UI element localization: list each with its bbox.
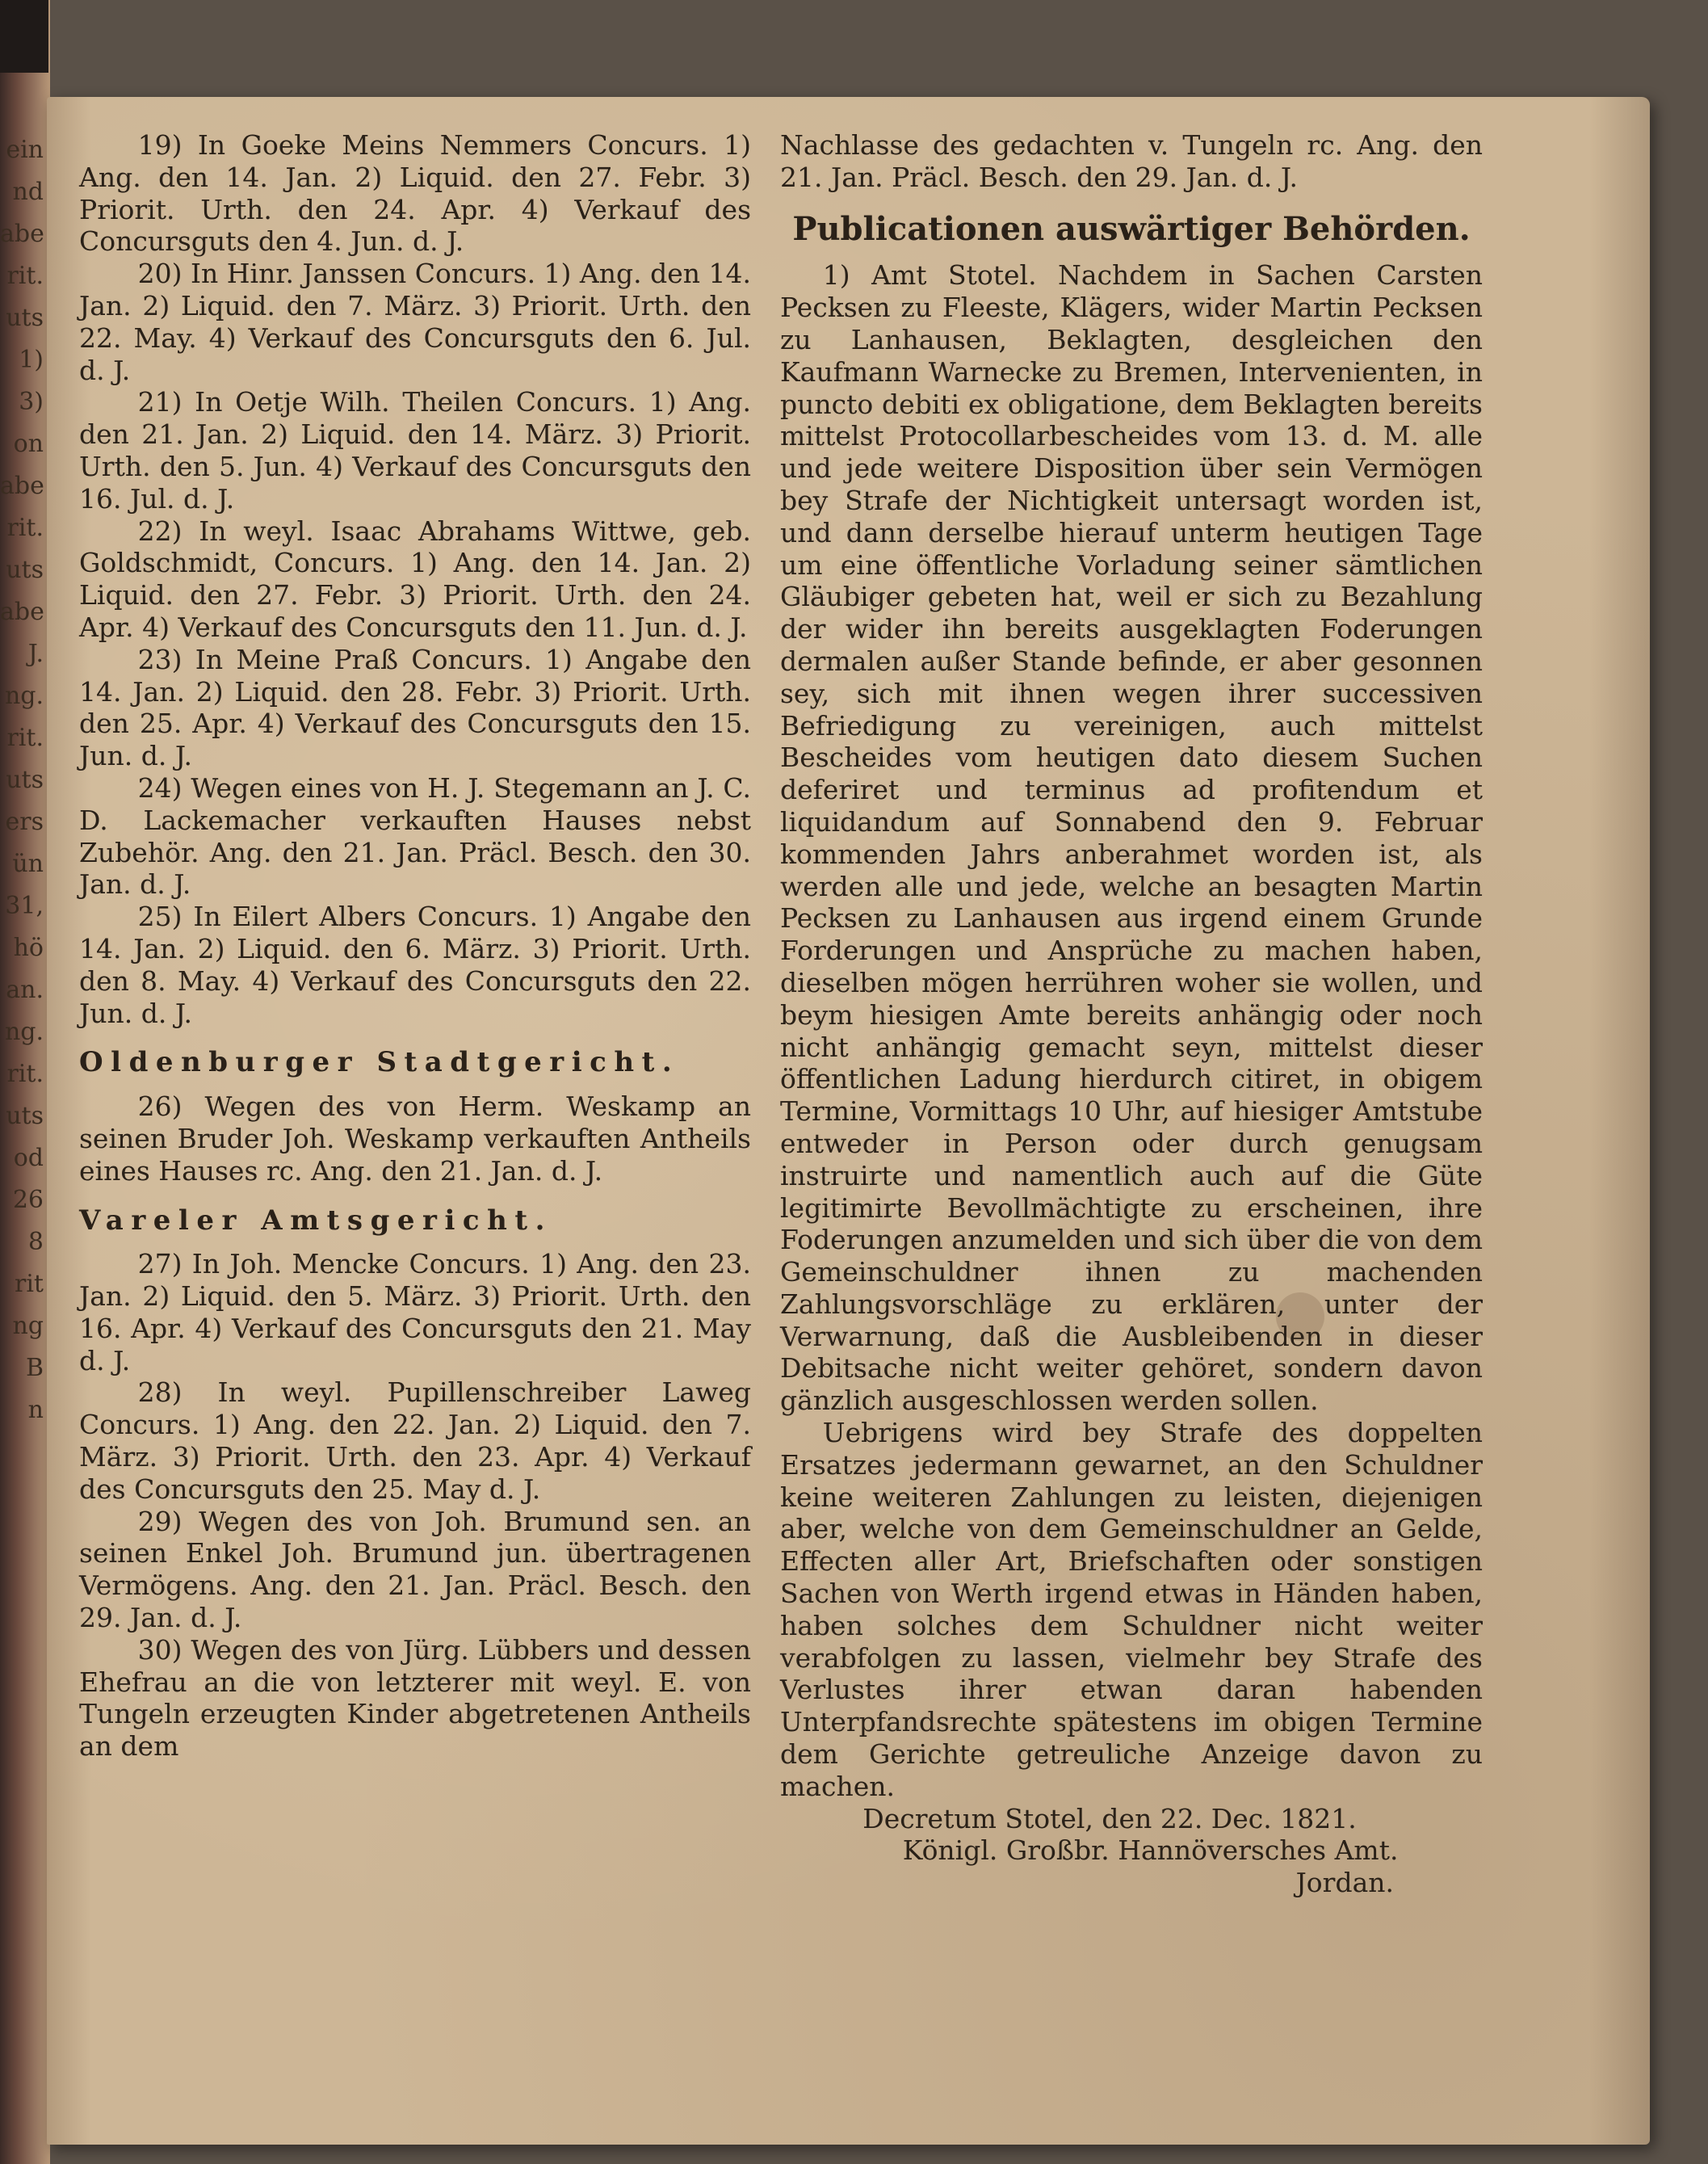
previous-page-fringe [0,129,48,1987]
fringe-fragment: rit. [6,514,44,542]
notice-entry-29: 29) Wegen des von Joh. Brumund sen. an seinen Enkel Joh. Brumund jun. übertragenen Vermögens. Ang. den 21. Jan. Präcl. Besch. den 29. Jan. d. J. [79,1505,751,1634]
fringe-fragment: 26 [12,1186,44,1214]
notice-entry-23: 23) In Meine Praß Concurs. 1) Angabe den 14. Jan. 2) Liquid. den 28. Febr. 3) Priorit. Urth. den 25. Apr. 4) Verkauf des Concursguts den 15. Jun. d. J. [79,643,751,772]
fringe-fragment: abe [0,220,44,248]
fringe-fragment: 8 [27,1228,44,1256]
notice-entry-24: 24) Wegen eines von H. J. Stegemann an J. C. D. Lackemacher verkauften Hauses nebst Zubehör. Ang. den 21. Jan. Präcl. Besch. den 30. Jan. d. J. [79,771,751,901]
fringe-fragment: abe [0,472,44,500]
issuing-authority: Königl. Großbr. Hannöversches Amt. [902,1834,1399,1867]
fringe-fragment: uts [6,556,44,584]
spine-shadow [0,0,48,73]
fringe-fragment: rit. [6,724,44,752]
notice-entry-27: 27) In Joh. Mencke Concurs. 1) Ang. den 23. Jan. 2) Liquid. den 5. März. 3) Priorit. Urth. den 16. Apr. 4) Verkauf des Concursguts den 21. May d. J. [79,1248,751,1376]
fringe-fragment: rit [15,1270,44,1298]
notice-warning: Uebrigens wird bey Strafe des doppelten Ersatzes jedermann gewarnet, an den Schuldner keine weiteren Zahlungen zu leisten, diejenigen aber, welche von dem Gemeinschuldner an Gelde, Effecten aller Art, Briefschaften oder sonstigen Sachen von Werth irgend etwas in Händen haben, haben solches dem Schuldner nicht weiter verabfolgen zu lassen, vielmehr bey Strafe des Verlustes ihrer etwan daran habenden Unterpfandsrechte spätestens im obigen Termine dem Gerichte getreuliche Anzeige davon zu machen. [780,1417,1483,1802]
fringe-fragment: od [13,1144,44,1172]
notice-entry-26: 26) Wegen des von Herm. Weskamp an seinen Bruder Joh. Weskamp verkauften Antheils eines Hauses rc. Ang. den 21. Jan. d. J. [79,1090,751,1187]
fringe-fragment: ng. [4,682,44,710]
fringe-fragment: ng. [4,1018,44,1046]
fringe-fragment: rit. [6,1060,44,1088]
fringe-fragment: 1) [19,346,44,374]
notice-entry-25: 25) In Eilert Albers Concurs. 1) Angabe den 14. Jan. 2) Liquid. den 6. März. 3) Priorit. Urth. den 8. May. 4) Verkauf des Concursguts den 22. Jun. d. J. [79,901,751,1029]
notice-entry-21: 21) In Oetje Wilh. Theilen Concurs. 1) Ang. den 21. Jan. 2) Liquid. den 14. März. 3) Priorit. Urth. den 5. Jun. 4) Verkauf des Concursguts den 16. Jul. d. J. [79,386,751,515]
fringe-fragment: J. [27,640,44,668]
fringe-fragment: uts [6,1102,44,1130]
fringe-fragment: 3) [19,388,44,416]
heading-stadtgericht: Oldenburger Stadtgericht. [79,1046,680,1079]
fringe-fragment: uts [6,304,44,332]
right-column [780,129,1483,1899]
decretum-line: Decretum Stotel, den 22. Dec. 1821. [862,1802,1357,1834]
fringe-fragment: abe [0,598,44,626]
notice-entry-20: 20) In Hinr. Janssen Concurs. 1) Ang. den 14. Jan. 2) Liquid. den 7. März. 3) Priorit. Urth. den 22. May. 4) Verkauf des Concursguts den 6. Jul. d. J. [79,258,751,386]
fringe-fragment: hö [13,934,44,962]
fringe-fragment: uts [6,766,44,794]
section-heading: Publicationen auswärtiger Behörden. [792,209,1471,248]
notice-amt-stotel: 1) Amt Stotel. Nachdem in Sachen Carsten Pecksen zu Fleeste, Klägers, wider Martin Pecksen zu Lanhausen, Beklagten, desgleichen den Kaufmann Warnecke zu Bremen, Intervenienten, in puncto debiti ex obligatione, dem Beklagten bereits mittelst Protocollarbescheides vom 13. d. M. alle und jede weitere Disposition über sein Vermögen bey Strafe der Nichtigkeit untersagt worden ist, und dann derselbe hierauf unterm heutigen Tage um eine öffentliche Vorladung seiner sämtlichen Gläubiger gebeten hat, weil er sich zu Bezahlung der wider ihn bereits ausgeklagten Foderungen dermalen außer Stande befinde, er aber gesonnen sey, sich mit ihnen wegen ihrer successiven Befriedigung zu vereinigen, auch mittelst Bescheides vom heutigen dato diesem Suchen deferiret und terminus ad profitendum et liquidandum auf Sonnabend den 9. Februar kommenden Jahrs anberahmet worden ist, als werden alle und jede, welche an besagten Martin Pecksen zu Lanhausen aus irgend einem Grunde Forderungen und Ansprüche zu machen haben, dieselben mögen herrühren woher sie wollen, und beym hiesigen Amte bereits anhängig oder noch nicht anhängig gemacht seyn, mittelst dieser öffentlichen Ladung hierdurch citiret, in obigem Termine, Vormittags 10 Uhr, auf hiesiger Amtstube entweder in Person oder durch genugsam instruirte und namentlich auch auf die Güte legitimirte Bevollmächtigte zu erscheinen, ihre Foderungen anzumelden und sich über die von dem Gemeinschuldner ihnen zu machenden Zahlungsvorschläge zu erklären, unter der Verwarnung, daß die Ausbleibenden in dieser Debitsache nicht weiter gehöret, sondern davon gänzlich ausgeschlossen werden sollen. [780,259,1483,1417]
fringe-fragment: rit. [6,262,44,290]
fringe-fragment: ein [6,136,44,164]
notice-entry-19: 19) In Goeke Meins Nemmers Concurs. 1) Ang. den 14. Jan. 2) Liquid. den 27. Febr. 3) Priorit. Urth. den 24. Apr. 4) Verkauf des Concursguts den 4. Jun. d. J. [79,129,751,258]
fringe-fragment: 31, [5,892,44,920]
page-edge-shadow [1589,97,1650,2145]
fringe-fragment: ün [12,850,44,878]
fringe-fragment: nd [12,178,44,206]
fringe-fragment: n [27,1396,44,1424]
continuation-text: Nachlasse des gedachten v. Tungeln rc. Ang. den 21. Jan. Präcl. Besch. den 29. Jan. d. J. [780,129,1483,193]
notice-entry-30: 30) Wegen des von Jürg. Lübbers und dessen Ehefrau an die von letzterer mit weyl. E. von Tungeln erzeugten Kinder abgetretenen Antheils an dem [79,1633,751,1763]
notice-entry-22: 22) In weyl. Isaac Abrahams Wittwe, geb. Goldschmidt, Concurs. 1) Ang. den 14. Jan. 2) Liquid. den 27. Febr. 3) Priorit. Urth. den 24. Apr. 4) Verkauf des Concursguts den 11. Jun. d. J. [79,515,751,643]
fringe-fragment: B [25,1354,44,1382]
fringe-fragment: ers [5,808,44,836]
fringe-fragment: on [13,430,44,458]
fringe-fragment: an. [6,976,44,1004]
signature: Jordan. [1295,1867,1394,1899]
fringe-fragment: ng [12,1312,44,1340]
left-column [79,129,751,1763]
notice-entry-28: 28) In weyl. Pupillenschreiber Laweg Concurs. 1) Ang. den 22. Jan. 2) Liquid. den 7. März. 3) Priorit. Urth. den 23. Apr. 4) Verkauf des Concursguts den 25. May d. J. [79,1376,751,1505]
heading-amtsgericht: Vareler Amtsgericht. [79,1204,552,1237]
